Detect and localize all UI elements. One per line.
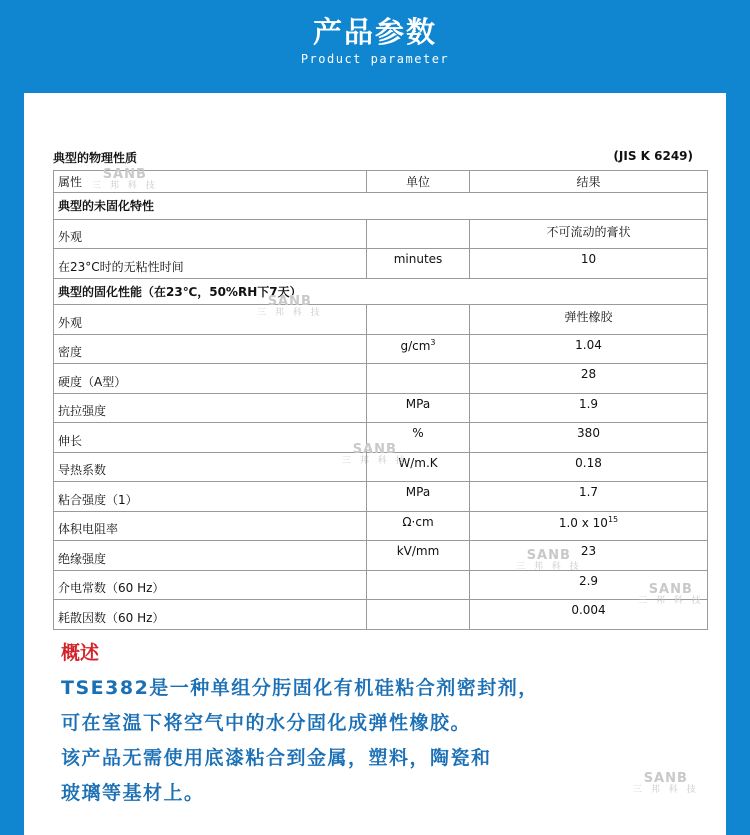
unit-text: g/cm [400, 338, 431, 353]
table-caption-title: 典型的物理性质 [53, 151, 138, 165]
result-text: 380 [577, 426, 600, 440]
watermark-name: 三 邦 科 技 [92, 181, 158, 191]
property-cell: 密度 [54, 334, 367, 364]
property-cell: 硬度（A型） [54, 364, 367, 394]
overview-section [61, 638, 539, 811]
result-cell [470, 511, 708, 541]
property-cell: 粘合强度（1） [54, 482, 367, 512]
watermark-logo [342, 444, 408, 467]
unit-cell [367, 570, 470, 600]
watermark-logo [633, 773, 699, 796]
result-text: 0.18 [575, 455, 602, 470]
overview-heading: 概述 [61, 642, 100, 664]
unit-text: % [412, 426, 424, 440]
result-text: 2.9 [578, 573, 599, 588]
page-header [0, 0, 750, 92]
unit-text: W/m.K [398, 455, 438, 470]
result-cell [470, 393, 708, 423]
watermark-name: 三 邦 科 技 [638, 596, 704, 606]
property-cell: 伸长 [54, 423, 367, 453]
unit-cell [367, 334, 470, 364]
watermark-brand: SANB [643, 771, 688, 786]
table-caption [53, 149, 693, 167]
overview-line: TSE382是一种单组分肟固化有机硅粘合剂密封剂， [61, 677, 539, 699]
watermark-logo [516, 550, 582, 573]
table-row [54, 305, 708, 335]
section-label: 典型的固化性能（在23℃，50%RH下7天） [54, 278, 708, 305]
watermark-brand: SANB [267, 294, 312, 309]
watermark-brand: SANB [352, 442, 397, 457]
result-cell [470, 364, 708, 394]
overview-line: 玻璃等基材上。 [61, 782, 205, 804]
overview-line: 可在室温下将空气中的水分固化成弹性橡胶。 [61, 712, 472, 734]
watermark-name: 三 邦 科 技 [633, 785, 699, 795]
result-text: 23 [580, 544, 597, 558]
column-header-property: 属性 [54, 171, 367, 193]
watermark-brand: SANB [102, 167, 147, 182]
watermark-name: 三 邦 科 技 [342, 456, 408, 466]
table-row [54, 600, 708, 630]
unit-superscript: 3 [430, 337, 436, 347]
property-cell: 耗散因数（60 Hz） [54, 600, 367, 630]
watermark-name: 三 邦 科 技 [516, 562, 582, 572]
property-cell: 体积电阻率 [54, 511, 367, 541]
unit-text: MPa [405, 396, 431, 411]
page-subtitle: Product parameter [300, 52, 450, 66]
column-header-result: 结果 [470, 171, 708, 193]
table-row [54, 570, 708, 600]
result-cell [470, 482, 708, 512]
result-text: 不可流动的膏状 [546, 224, 631, 239]
table-row [54, 249, 708, 279]
result-text: 弹性橡胶 [564, 310, 613, 324]
table-standard: (JIS K 6249) [613, 149, 693, 163]
section-label: 典型的未固化特性 [54, 193, 708, 220]
unit-text: kV/mm [396, 544, 440, 558]
property-cell: 外观 [54, 219, 367, 249]
unit-cell [367, 219, 470, 249]
property-cell: 介电常数（60 Hz） [54, 570, 367, 600]
result-text: 1.04 [575, 337, 602, 352]
watermark-logo [257, 296, 323, 319]
result-cell [470, 249, 708, 279]
page-title: 产品参数 [312, 15, 437, 49]
property-cell: 绝缘强度 [54, 541, 367, 571]
unit-text: minutes [393, 252, 443, 266]
result-superscript: 15 [607, 514, 619, 524]
watermark-logo [638, 584, 704, 607]
property-cell: 在23°C时的无粘性时间 [54, 249, 367, 279]
unit-cell [367, 541, 470, 571]
column-header-unit: 单位 [367, 171, 470, 193]
content-panel [24, 93, 726, 835]
result-text: 1.0 x 10 [558, 515, 608, 530]
table-row [54, 511, 708, 541]
unit-cell [367, 364, 470, 394]
result-text: 1.9 [578, 396, 599, 411]
result-cell [470, 334, 708, 364]
result-text: 28 [580, 367, 597, 381]
result-text: 1.7 [578, 485, 599, 499]
section-row [54, 278, 708, 305]
table-row [54, 334, 708, 364]
result-cell [470, 423, 708, 453]
result-cell [470, 305, 708, 335]
unit-text: MPa [405, 485, 431, 499]
table-row [54, 219, 708, 249]
watermark-brand: SANB [526, 548, 571, 563]
result-text: 0.004 [571, 603, 606, 617]
overview-line: 该产品无需使用底漆粘合到金属，塑料，陶瓷和 [61, 747, 492, 769]
unit-cell [367, 305, 470, 335]
result-text: 10 [580, 252, 597, 266]
property-cell: 外观 [54, 305, 367, 335]
property-cell: 导热系数 [54, 452, 367, 482]
result-cell [470, 541, 708, 571]
table-row [54, 482, 708, 512]
unit-cell [367, 600, 470, 630]
property-cell: 抗拉强度 [54, 393, 367, 423]
watermark-brand: SANB [648, 582, 693, 597]
watermark-logo [92, 169, 158, 192]
unit-text: Ω·cm [402, 514, 434, 529]
table-row [54, 393, 708, 423]
unit-cell [367, 249, 470, 279]
unit-cell [367, 393, 470, 423]
table-row [54, 541, 708, 571]
watermark-name: 三 邦 科 技 [257, 308, 323, 318]
unit-cell [367, 482, 470, 512]
result-cell [470, 219, 708, 249]
unit-cell [367, 511, 470, 541]
section-row [54, 193, 708, 220]
result-cell [470, 452, 708, 482]
table-row [54, 364, 708, 394]
properties-table [53, 167, 708, 630]
